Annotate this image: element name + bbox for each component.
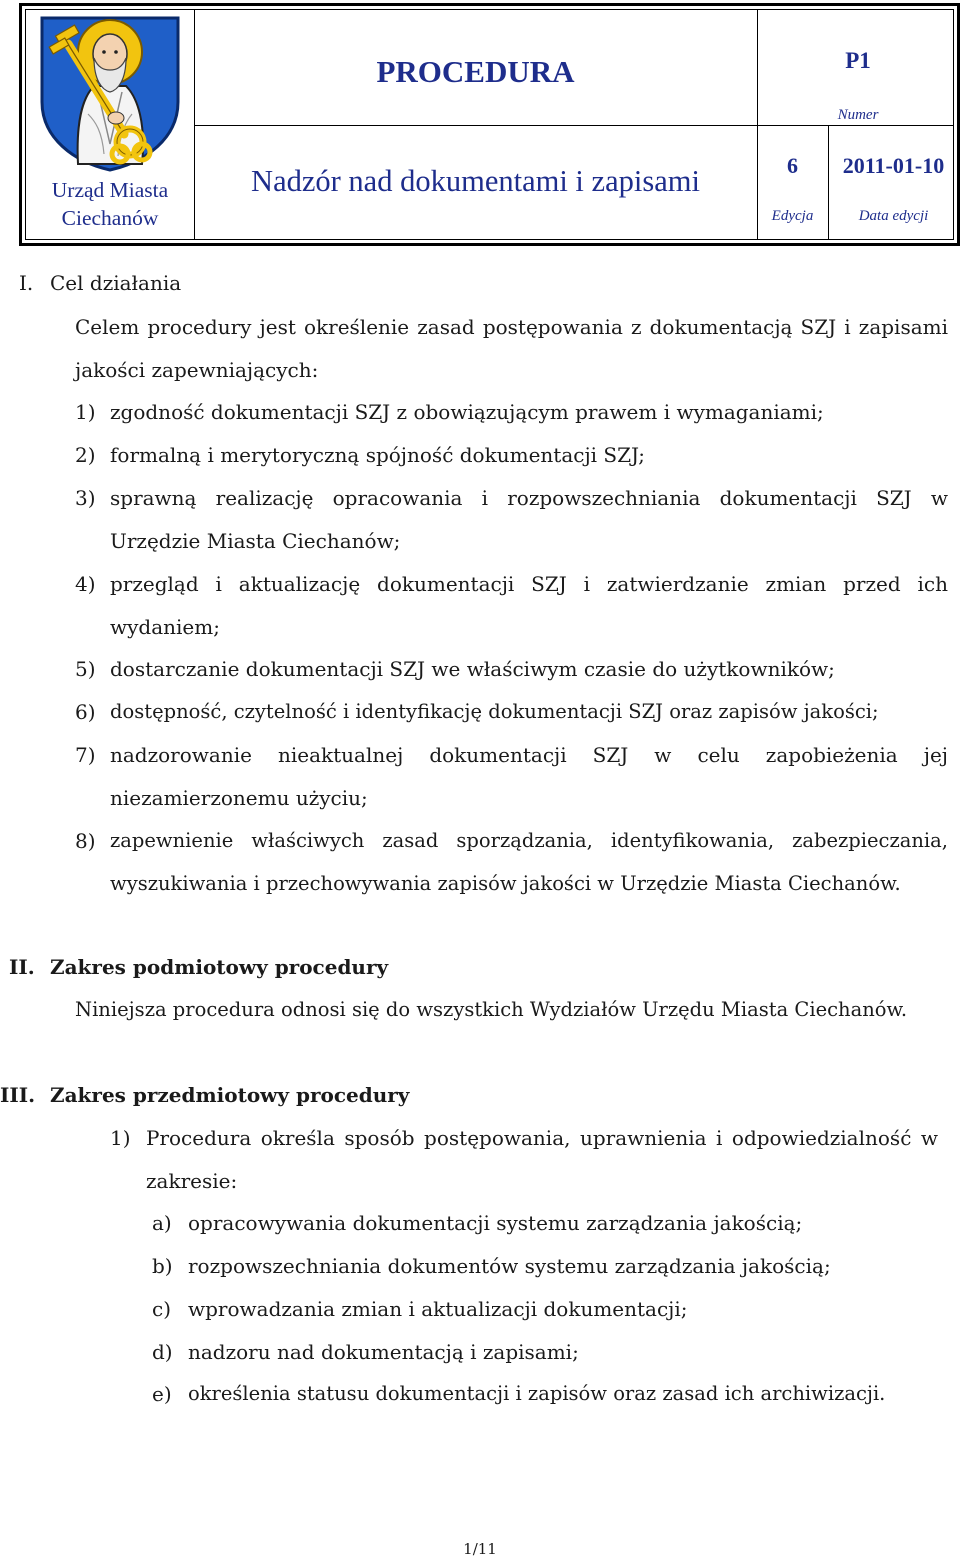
section-1-intro-line2: jakości zapewniających: <box>75 358 319 382</box>
office-name-line2: Ciechanów <box>61 206 159 230</box>
number-label: Numer <box>837 107 879 123</box>
scope-item: Procedura określa sposób postępowania, uprawnienia i odpowiedzialność w <box>146 1126 938 1150</box>
list-item-continuation: niezamierzonemu użyciu; <box>110 786 368 810</box>
sublist-item-letter: c) <box>152 1297 172 1321</box>
number-cell <box>757 10 959 125</box>
office-name <box>26 176 194 232</box>
list-item-number: 3) <box>75 486 96 510</box>
list-item: zapewnienie właściwych zasad sporządzania, identyfikowania, zabezpieczania, <box>110 829 948 852</box>
list-item-number: 4) <box>75 572 96 596</box>
section-1-heading: Cel działania <box>50 271 182 295</box>
coat-of-arms-logo <box>38 14 182 172</box>
list-item: dostarczanie dokumentacji SZJ we właściwym czasie do użytkowników; <box>110 657 835 681</box>
list-item-number: 5) <box>75 657 96 681</box>
sublist-item-letter: e) <box>152 1382 172 1406</box>
list-item-number: 8) <box>75 829 96 853</box>
edition-number: 6 <box>787 153 798 178</box>
divider <box>828 125 829 239</box>
edition-cell <box>757 125 828 236</box>
list-item: formalną i merytoryczną spójność dokumentacji SZJ; <box>110 443 645 467</box>
sublist-item-letter: b) <box>152 1254 173 1278</box>
header-table <box>25 9 954 240</box>
list-item-number: 2) <box>75 443 96 467</box>
list-item-number: 1) <box>110 1126 131 1150</box>
list-item: sprawną realizację opracowania i rozpowszechniania dokumentacji SZJ w <box>110 486 948 510</box>
sublist-item-letter: d) <box>152 1340 173 1364</box>
sublist-item: rozpowszechniania dokumentów systemu zarządzania jakością; <box>188 1254 831 1278</box>
section-1-intro-line1: Celem procedury jest określenie zasad postępowania z dokumentacją SZJ i zapisami <box>75 315 948 339</box>
document-header <box>19 3 960 246</box>
page-number: 1/11 <box>463 1540 497 1558</box>
section-2-heading: Zakres podmiotowy procedury <box>50 955 389 979</box>
procedure-number: P1 <box>845 48 871 73</box>
divider <box>194 125 953 126</box>
list-item: przegląd i aktualizację dokumentacji SZJ i zatwierdzanie zmian przed ich <box>110 572 948 596</box>
list-item-number: 6) <box>75 700 96 724</box>
edition-date: 2011-01-10 <box>842 153 945 178</box>
sublist-item: wprowadzania zmian i aktualizacji dokumentacji; <box>188 1297 688 1321</box>
list-item: zgodność dokumentacji SZJ z obowiązującym prawem i wymaganiami; <box>110 400 824 424</box>
sublist-item: określenia statusu dokumentacji i zapisów oraz zasad ich archiwizacji. <box>188 1382 886 1405</box>
sublist-item-letter: a) <box>152 1211 172 1235</box>
edition-label: Edycja <box>771 208 814 224</box>
logo-cell <box>26 10 194 239</box>
date-cell <box>828 125 959 236</box>
scope-item-continuation: zakresie: <box>146 1169 238 1193</box>
procedure-title: PROCEDURA <box>376 53 575 89</box>
section-3-heading: Zakres przedmiotowy procedury <box>50 1083 410 1107</box>
list-item-continuation: wydaniem; <box>110 615 220 639</box>
section-2-number: II. <box>9 955 35 979</box>
section-3-number: III. <box>0 1083 36 1107</box>
date-label: Data edycji <box>858 208 929 224</box>
procedure-subtitle: Nadzór nad dokumentami i zapisami <box>251 163 700 198</box>
list-item-number: 1) <box>75 400 96 424</box>
list-item-continuation: Urzędzie Miasta Ciechanów; <box>110 529 401 553</box>
list-item: nadzorowanie nieaktualnej dokumentacji SZJ w celu zapobieżenia jej <box>110 743 948 767</box>
office-name-line1: Urząd Miasta <box>51 178 169 202</box>
list-item: dostępność, czytelność i identyfikację dokumentacji SZJ oraz zapisów jakości; <box>110 700 879 723</box>
list-item-continuation: wyszukiwania i przechowywania zapisów jakości w Urzędzie Miasta Ciechanów. <box>110 872 901 895</box>
list-item-number: 7) <box>75 743 96 767</box>
sublist-item: nadzoru nad dokumentacją i zapisami; <box>188 1340 579 1364</box>
section-1-number: I. <box>19 271 34 295</box>
section-2-text: Niniejsza procedura odnosi się do wszystkich Wydziałów Urzędu Miasta Ciechanów. <box>75 998 908 1021</box>
sublist-item: opracowywania dokumentacji systemu zarządzania jakością; <box>188 1211 803 1235</box>
